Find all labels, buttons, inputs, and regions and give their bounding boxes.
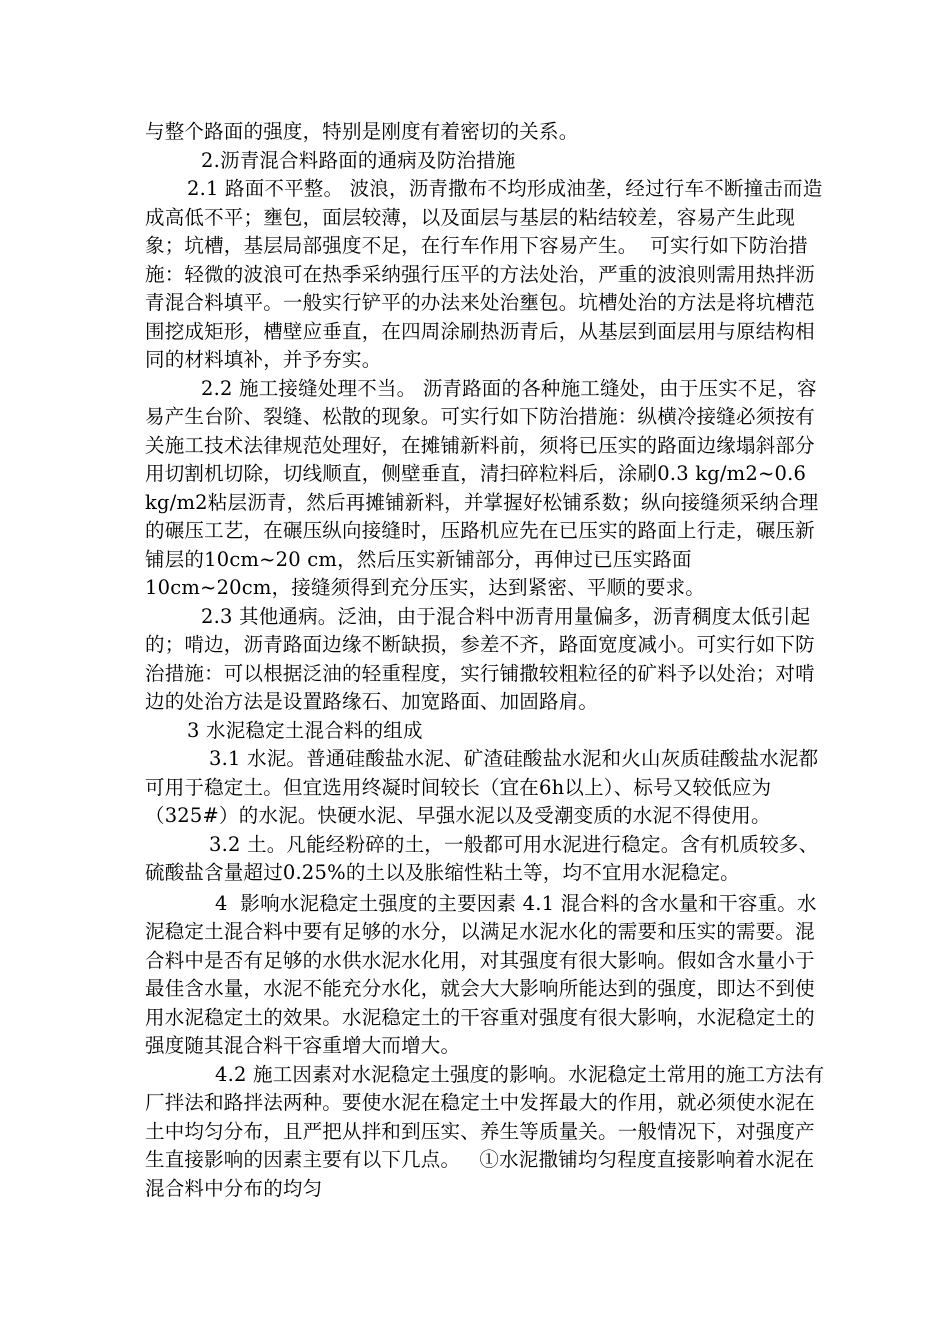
heading-section-3: 3 水泥稳定土混合料的组成 <box>187 718 423 742</box>
paragraph-2-1-uneven-surface: 2.1 路面不平整。 波浪，沥青撒布不均形成油垄，经过行车不断撞击而造成高低不平；壅包，面层较薄，以及面层与基层的粘结较差，容易产生此现象；坑槽，基层局部强度不足，在行车作用下容易产生。 可实行如下防治措施：轻微的波浪可在热季采纳强行压平的方法处治，严重的波浪则需用热拌沥青混合料填平。一般实行铲平的办法来处治壅包。坑槽处治的方法是将坑槽范围挖成矩形，槽壁应垂直，在四周涂刷热沥青后，从基层到面层用与原结构相同的材料填补，并予夯实。 <box>145 177 823 371</box>
paragraph-4-2-construction-factors: 4.2 施工因素对水泥稳定土强度的影响。水泥稳定土常用的施工方法有厂拌法和路拌法两种。要使水泥在稳定土中发挥最大的作用，就必须使水泥在土中均匀分布，且严把从拌和到压实、养生等质量关。一般情况下，对强度产生直接影响的因素主要有以下几点。 ①水泥撒铺均匀程度直接影响着水泥在混合料中分布的均匀 <box>145 1062 825 1200</box>
paragraph-intro-continuation: 与整个路面的强度，特别是刚度有着密切的关系。 <box>145 120 579 143</box>
paragraph-4-strength-factors: 4 影响水泥稳定土强度的主要因素 4.1 混合料的含水量和干容重。水泥稳定土混合料中要有足够的水分，以满足水泥水化的需要和压实的需要。混合料中是否有足够的水供水泥水化用，对其强度有很大影响。假如含水量小于最佳含水量，水泥不能充分水化，就会大大影响所能达到的强度，即达不到使用水泥稳定土的效果。水泥稳定土的干容重对强度有很大影响，水泥稳定土的强度随其混合料干容重增大而增大。 <box>145 891 817 1057</box>
paragraph-2-2-joint-treatment: 2.2 施工接缝处理不当。 沥青路面的各种施工缝处，由于压实不足，容易产生台阶、裂缝、松散的现象。可实行如下防治措施：纵横冷接缝必须按有关施工技术法律规范处理好，在摊铺新料前，须将已压实的路面边缘塌斜部分用切割机切除，切线顺直，侧壁垂直，清扫碎粒料后，涂刷0.3 kg/m2~0.6 kg/m2粘层沥青，然后再摊铺新料，并掌握好松铺系数；纵向接缝须采纳合理的碾压工艺，在碾压纵向接缝时，压路机应先在已压实的路面上行走，碾压新铺层的10cm~20 cm，然后压实新铺部分，再伸过已压实路面10cm~20cm，接缝须得到充分压实，达到紧密、平顺的要求。 <box>145 376 819 599</box>
heading-section-2: 2.沥青混合料路面的通病及防治措施 <box>201 148 516 172</box>
document-body <box>145 118 825 1203</box>
paragraph-3-1-cement: 3.1 水泥。普通硅酸盐水泥、矿渣硅酸盐水泥和火山灰质硅酸盐水泥都可用于稳定土。但宜选用终凝时间较长（宜在6h以上）、标号又较低应为（325#）的水泥。快硬水泥、早强水泥以及受潮变质的水泥不得使用。 <box>145 747 819 827</box>
paragraph-3-2-soil: 3.2 土。凡能经粉碎的土，一般都可用水泥进行稳定。含有机质较多、硫酸盐含量超过0.25%的土以及胀缩性粘土等，均不宜用水泥稳定。 <box>145 832 819 884</box>
paragraph-2-3-other-defects: 2.3 其他通病。泛油，由于混合料中沥青用量偏多，沥青稠度太低引起的；啃边，沥青路面边缘不断缺损，参差不齐，路面宽度减小。可实行如下防治措施：可以根据泛油的轻重程度，实行铺撒较粗粒径的矿料予以处治；对啃边的处治方法是设置路缘石、加宽路面、加固路肩。 <box>145 604 815 713</box>
